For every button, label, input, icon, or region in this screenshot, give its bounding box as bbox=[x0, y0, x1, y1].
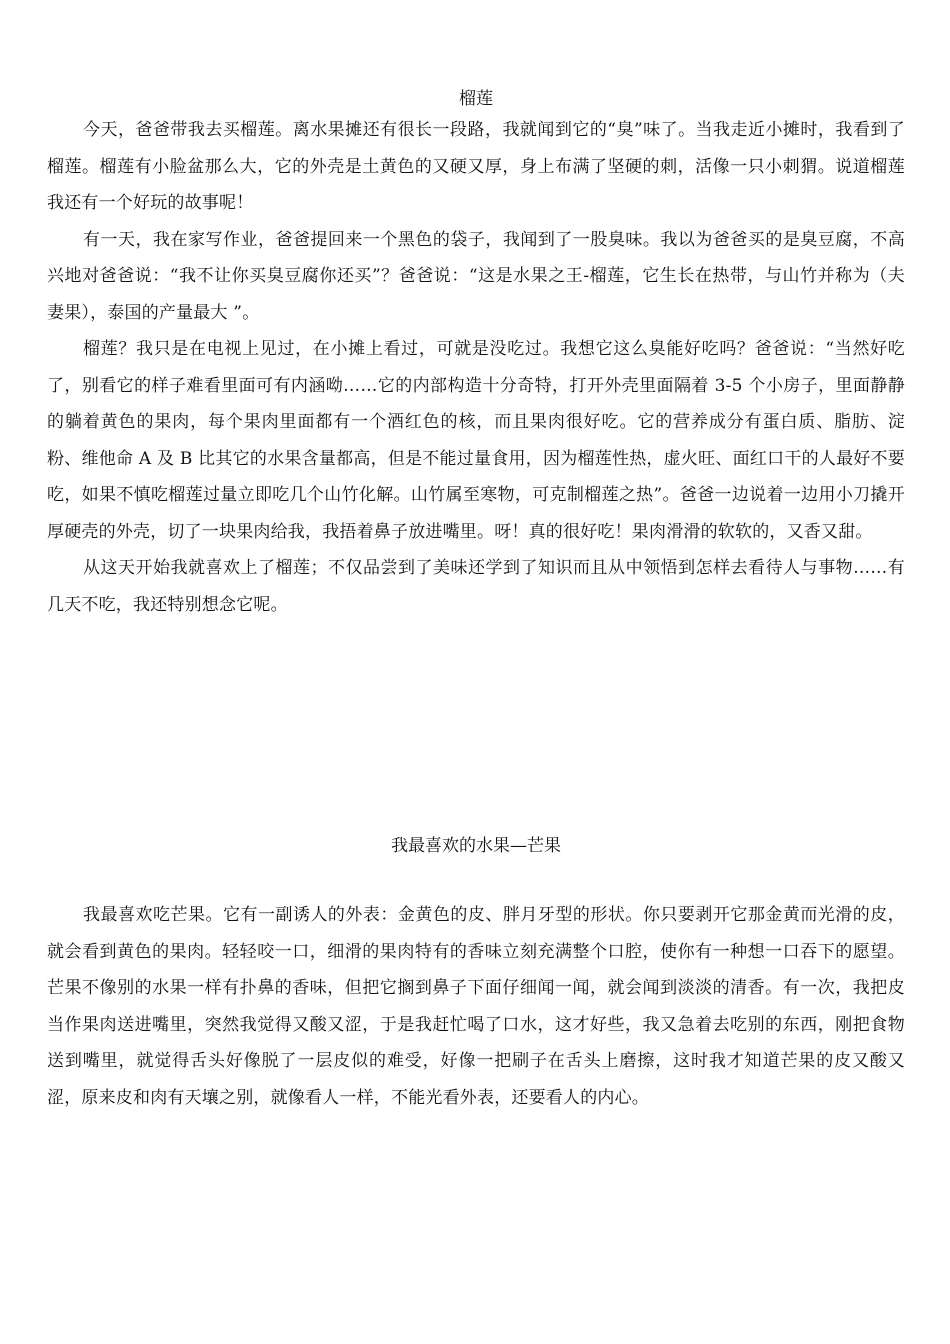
paragraph: 榴莲？我只是在电视上见过，在小摊上看过，可就是没吃过。我想它这么臭能好吃吗？爸爸说：“当然好吃了，别看它的样子难看里面可有内涵呦……它的内部构造十分奇特，打开外壳里面隔着 3-5 个小房子，里面静静的躺着黄色的果肉，每个果肉里面都有一个酒红色的核，而且果肉很好吃。它的营养成分有蛋白质、脂肪、淀粉、维他命 A 及 B 比其它的水果含量都高，但是不能过量食用，因为榴莲性热，虚火旺、面红口干的人最好不要吃，如果不慎吃榴莲过量立即吃几个山竹化解。山竹属至寒物，可克制榴莲之热”。爸爸一边说着一边用小刀撬开厚硬壳的外壳，切了一块果肉给我，我捂着鼻子放进嘴里。呀！真的很好吃！果肉滑滑的软软的，又香又甜。 bbox=[47, 339, 905, 542]
article-title: 我最喜欢的水果—芒果 bbox=[391, 836, 561, 856]
article-mango bbox=[47, 833, 905, 1116]
article-durian bbox=[47, 86, 905, 623]
paragraph: 从这天开始我就喜欢上了榴莲；不仅品尝到了美味还学到了知识而且从中领悟到怎样去看待人与事物……有几天不吃，我还特别想念它呢。 bbox=[47, 558, 905, 615]
paragraph: 有一天，我在家写作业，爸爸提回来一个黑色的袋子，我闻到了一股臭味。我以为爸爸买的是臭豆腐，不高兴地对爸爸说：“我不让你买臭豆腐你还买”？爸爸说：“这是水果之王-榴莲，它生长在热带，与山竹并称为（夫妻果），泰国的产量最大 ”。 bbox=[47, 229, 905, 323]
paragraph: 今天，爸爸带我去买榴莲。离水果摊还有很长一段路，我就闻到它的“臭”味了。当我走近小摊时，我看到了榴莲。榴莲有小脸盆那么大，它的外壳是土黄色的又硬又厚，身上布满了坚硬的刺，活像一只小刺猬。说道榴莲我还有一个好玩的故事呢！ bbox=[47, 120, 905, 213]
article-title: 榴莲 bbox=[459, 89, 493, 109]
paragraph: 我最喜欢吃芒果。它有一副诱人的外表：金黄色的皮、胖月牙型的形状。你只要剥开它那金黄而光滑的皮，就会看到黄色的果肉。轻轻咬一口，细滑的果肉特有的香味立刻充满整个口腔，使你有一种想一口吞下的愿望。芒果不像别的水果一样有扑鼻的香味，但把它搁到鼻子下面仔细闻一闻，就会闻到淡淡的清香。有一次，我把皮当作果肉送进嘴里，突然我觉得又酸又涩，于是我赶忙喝了口水，这才好些，我又急着去吃别的东西，刚把食物送到嘴里，就觉得舌头好像脱了一层皮似的难受，好像一把刷子在舌头上磨擦，这时我才知道芒果的皮又酸又涩，原来皮和肉有天壤之别，就像看人一样，不能光看外表，还要看人的内心。 bbox=[47, 905, 905, 1108]
